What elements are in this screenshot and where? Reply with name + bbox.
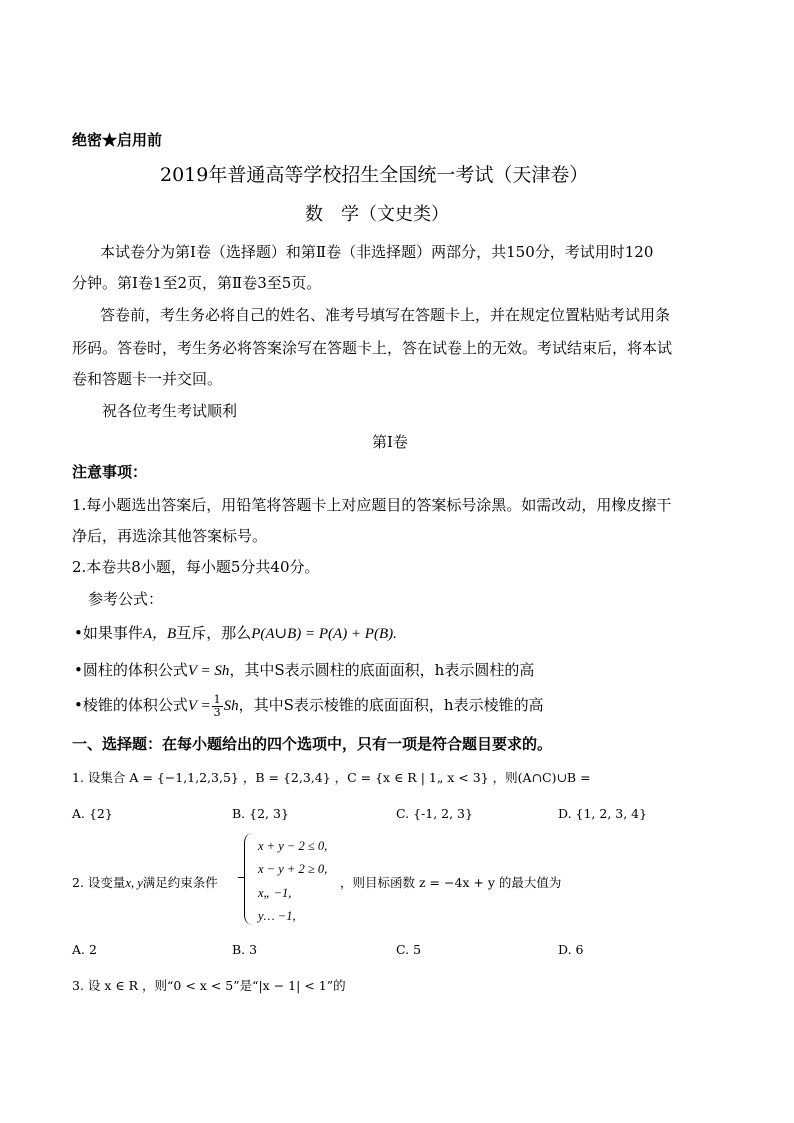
constraint-line: x − y + 2 ≥ 0, (258, 862, 328, 876)
constraint-brace-tip (238, 877, 245, 878)
subject-title: 数 学（文史类） (305, 204, 449, 225)
q2-prefix: 2. 设变量x, y满足约束条件 (72, 875, 218, 890)
fraction: $\frac{1}{3}$ (213, 692, 221, 719)
constraint-line: x„ −1, (258, 886, 292, 900)
formula-2: •圆柱的体积公式V = Sh，其中S表示圆柱的底面面积，h表示圆柱的高 (74, 661, 535, 679)
formula-1: •如果事件A，B互斥，那么P(A∪B) = P(A) + P(B). (74, 624, 397, 642)
q2-option-c: C. 5 (396, 942, 422, 957)
question-3-stem: 3. 设 x ∈ R ，则“0 < x < 5”是“|x − 1| < 1”的 (72, 978, 346, 993)
confidential-label: 绝密★启用前 (72, 131, 163, 149)
part1-heading: 第Ⅰ卷 (372, 433, 408, 451)
formula-3: •棱锥的体积公式V = $\frac{1}{3}$ Sh，其中S表示棱锥的底面面积，h表示棱锥的高 (74, 692, 544, 719)
constraint-line: x + y − 2 ≤ 0, (258, 839, 328, 853)
constraint-brace (244, 833, 257, 925)
intro-line: 本试卷分为第Ⅰ卷（选择题）和第Ⅱ卷（非选择题）两部分，共150分，考试用时120 (100, 243, 654, 261)
q1-option-c: C. {-1, 2, 3} (396, 806, 473, 821)
intro-line: 卷和答题卡一并交回。 (72, 370, 223, 388)
q1-option-d: D. {1, 2, 3, 4} (558, 806, 648, 821)
intro-line: 形码。答卷时，考生务必将答案涂写在答题卡上，答在试卷上的无效。考试结束后，将本试 (72, 339, 673, 357)
section-title: 一、选择题：在每小题给出的四个选项中，只有一项是符合题目要求的。 (72, 735, 553, 753)
question-1-stem: 1. 设集合 A = {−1,1,2,3,5} ，B = {2,3,4} ，C = {x ∈ R | 1„ x < 3} ，则(A∩C)∪B = (72, 770, 591, 785)
note-line: 2.本卷共8小题，每小题5分共40分。 (72, 558, 320, 576)
note-line: 净后，再选涂其他答案标号。 (72, 527, 268, 545)
intro-line: 答卷前，考生务必将自己的姓名、准考号填写在答题卡上，并在规定位置粘贴考试用条 (100, 306, 671, 324)
q2-option-d: D. 6 (558, 942, 584, 957)
q1-option-b: B. {2, 3} (232, 806, 289, 821)
notes-title: 注意事项： (72, 463, 148, 481)
intro-line: 分钟。第Ⅰ卷1至2页，第Ⅱ卷3至5页。 (72, 274, 322, 292)
wish-line: 祝各位考生考试顺利 (102, 402, 238, 420)
constraint-line: y… −1, (258, 909, 296, 923)
exam-title: 2019年普通高等学校招生全国统一考试（天津卷） (160, 164, 589, 186)
note-line: 1.每小题选出答案后，用铅笔将答题卡上对应题目的答案标号涂黑。如需改动，用橡皮擦干 (72, 496, 672, 514)
q2-option-b: B. 3 (232, 942, 258, 957)
q2-suffix: ，则目标函数 z = −4x + y 的最大值为 (340, 875, 562, 890)
formula-title: 参考公式： (88, 590, 164, 608)
q2-option-a: A. 2 (72, 942, 97, 957)
q1-option-a: A. {2} (72, 806, 113, 821)
